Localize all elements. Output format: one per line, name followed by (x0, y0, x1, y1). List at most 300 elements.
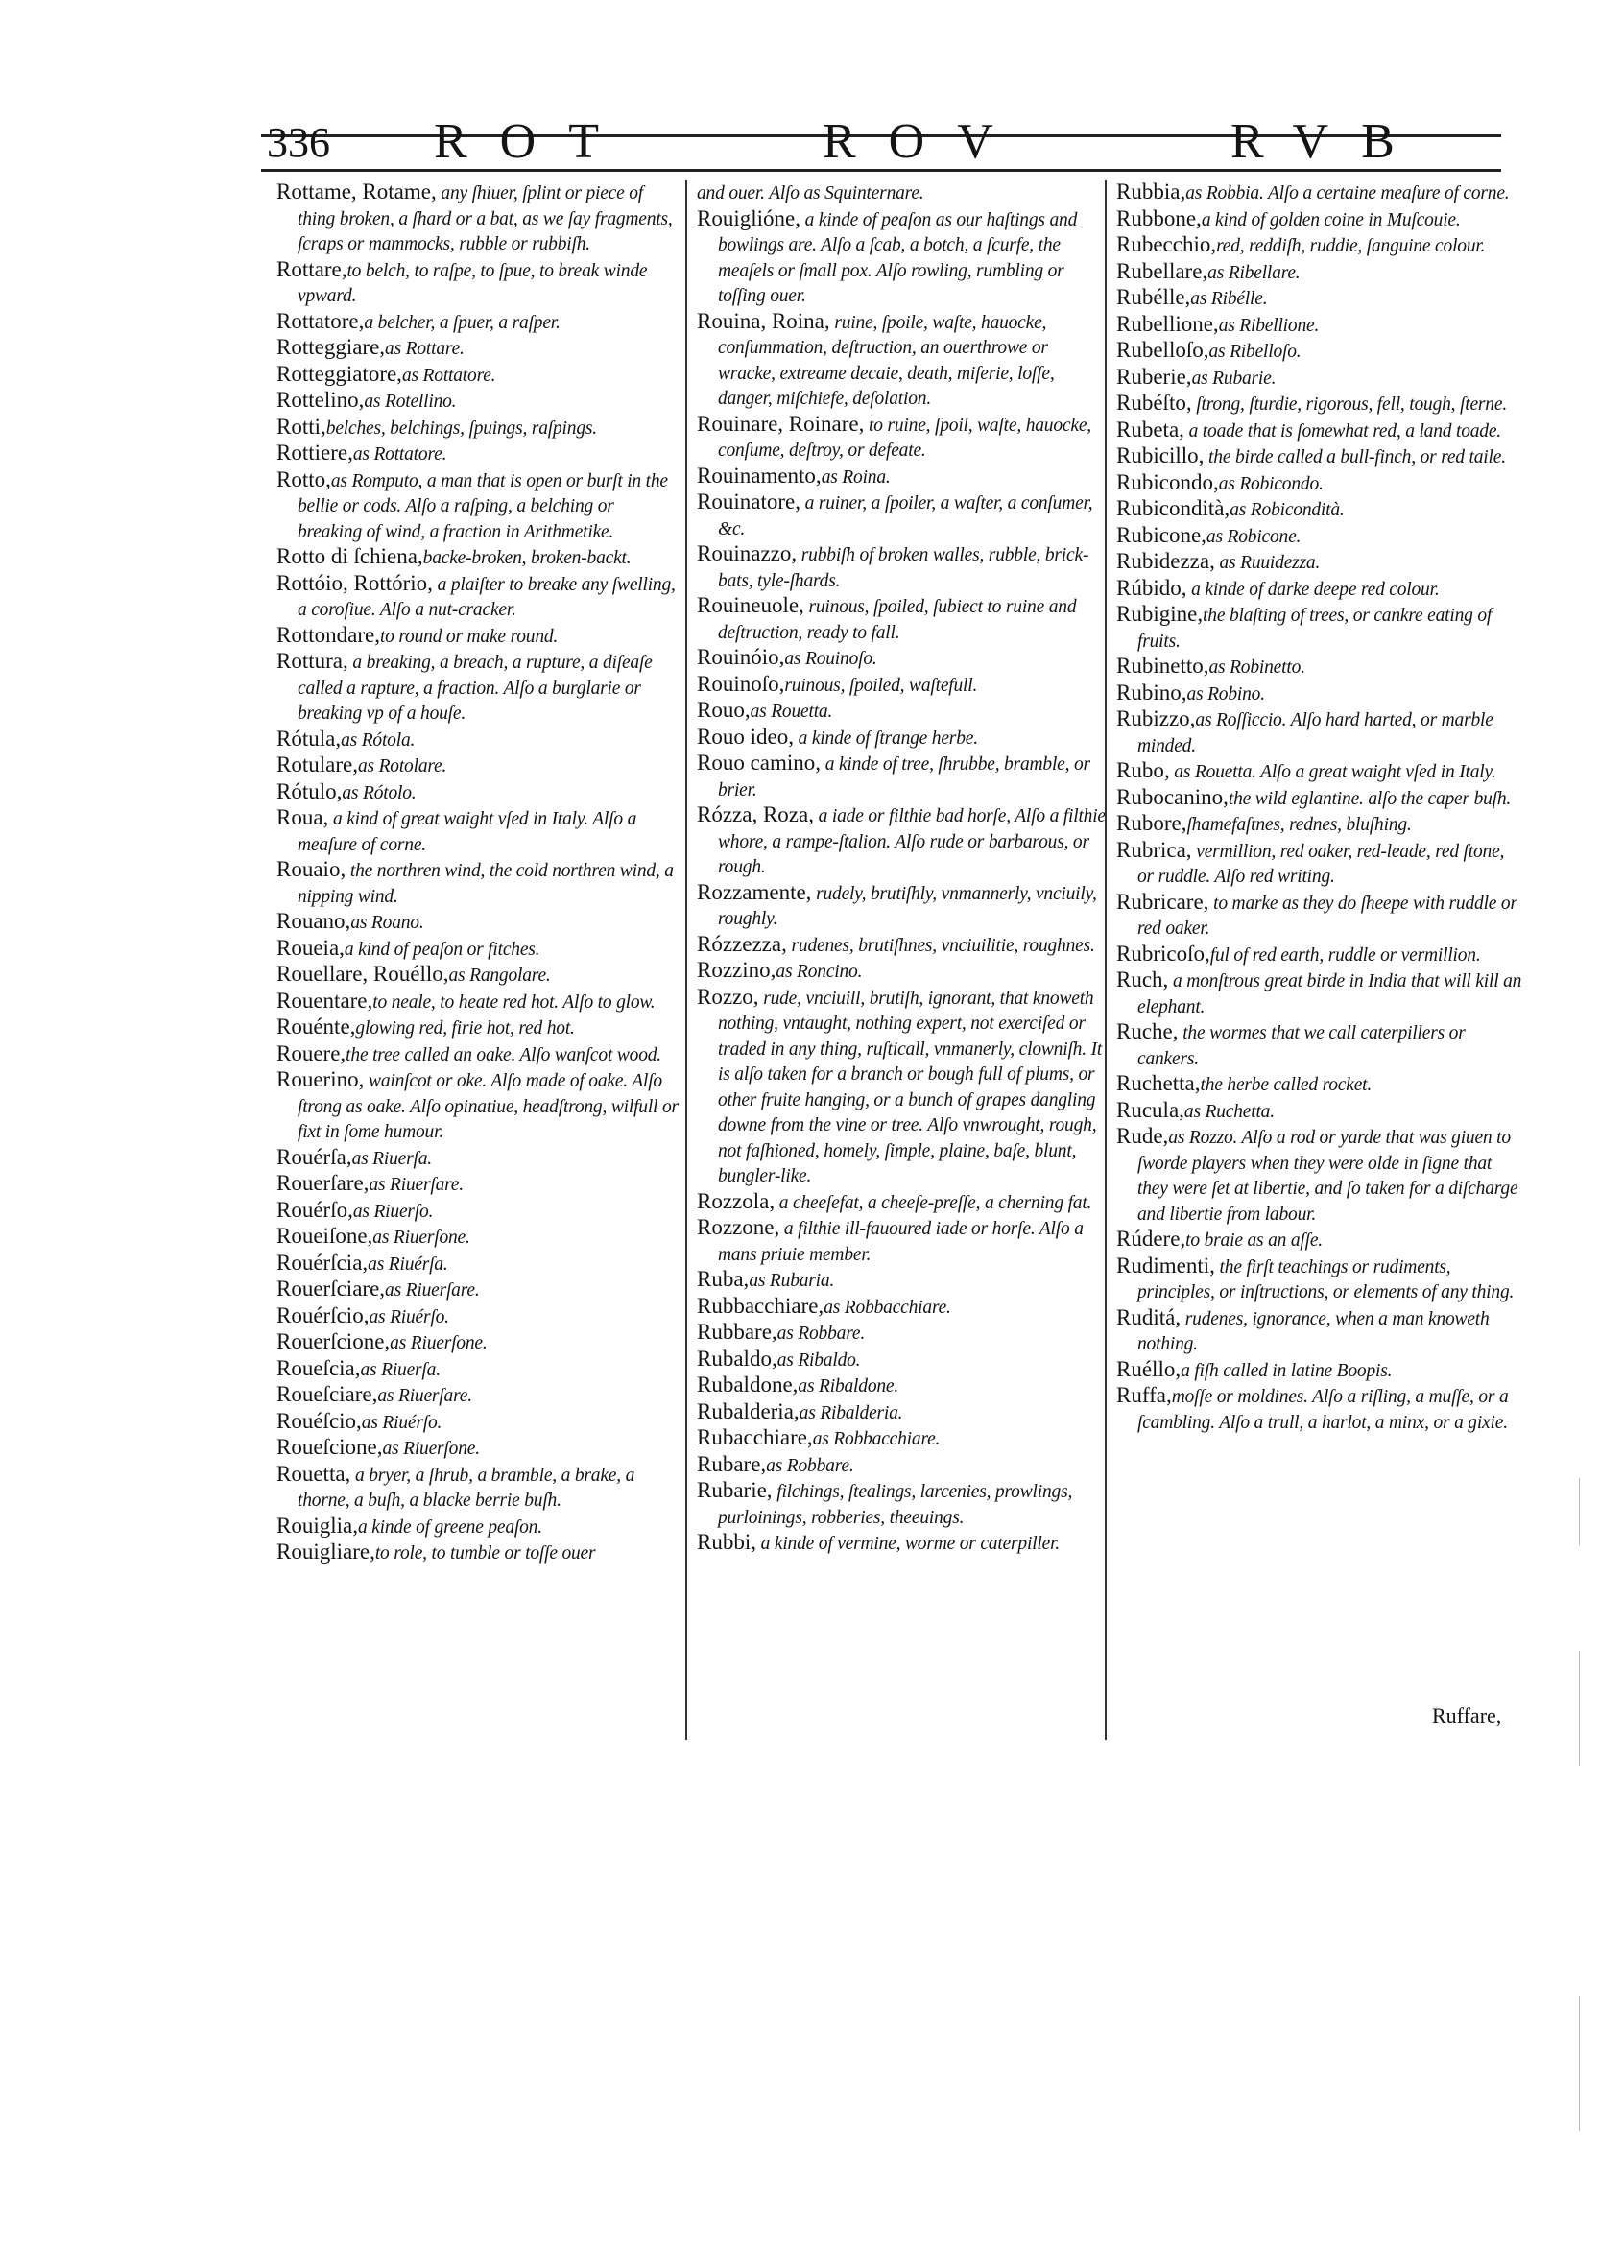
entry-headword: Rubaldo, (697, 1346, 777, 1371)
dictionary-entry (697, 646, 1108, 672)
column-middle (697, 180, 1108, 1558)
entry-headword: Roueſcia, (276, 1355, 361, 1380)
entry-definition: as Ribellione. (1218, 315, 1320, 336)
entry-definition: as Riuerſa. (360, 1359, 441, 1380)
entry-definition: ruine, ſpoile, waſte, hauocke, conſummation, deſtruction, an ouerthrowe or wracke, extreame decaie, death, miſerie, loſſe, danger, miſchiefe, deſolation. (718, 312, 1055, 409)
entry-definition: the wormes that we call caterpillers or cankers. (1137, 1023, 1466, 1069)
dictionary-entry (697, 594, 1108, 645)
entry-definition: as Rubaria. (749, 1271, 835, 1291)
entry-headword: Rubricare, (1116, 889, 1209, 914)
dictionary-entry (697, 933, 1108, 959)
dictionary-entry (276, 1199, 680, 1225)
entry-headword: Roueia, (276, 935, 345, 960)
dictionary-entry (276, 1146, 680, 1172)
dictionary-entry (1116, 839, 1524, 890)
entry-definition: a kinde of tree, ſhrubbe, bramble, or brier. (718, 754, 1090, 800)
entry-definition: as Riuerſo. (352, 1201, 434, 1222)
entry-definition: as Rótola. (341, 729, 416, 751)
entry-definition: rude, vnciuill, brutiſh, ignorant, that knoweth nothing, vntaught, nothing expert, not exerciſed or traded in any thing, ruſticall, vnmanerly, clowniſh. It is alſo taken for a branch or bough full of plums, or other fruite hanging, or a bunch of grapes dangling downe from the vine or tree. Alſo vnwrought, rough, not faſhioned, homely, ſimple, plaine, baſe, blunt, bungler-like. (718, 988, 1103, 1186)
running-head-right: RVB (1230, 114, 1427, 169)
entry-headword: Rubare, (697, 1451, 767, 1476)
entry-headword: Rouinamento, (697, 463, 822, 488)
entry-headword: Rubbi, (697, 1530, 756, 1554)
dictionary-entry (697, 1216, 1108, 1267)
dictionary-entry (276, 258, 680, 309)
entry-definition: as Riuerſa. (351, 1148, 432, 1169)
column-right (1116, 180, 1524, 1436)
dictionary-entry (276, 1463, 680, 1514)
entry-definition: a iade or filthie bad horſe, Alſo a filthie whore, a rampe-ſtalion. Alſo rude or barbarous, or rough. (718, 806, 1106, 877)
entry-definition: as Ribélle. (1190, 289, 1268, 309)
dictionary-entry (1116, 1254, 1524, 1305)
entry-headword: Rubacchiare, (697, 1425, 813, 1449)
entry-definition: as Robbacchiare. (812, 1429, 941, 1449)
entry-headword: Rubaldone, (697, 1373, 799, 1397)
running-head-center: ROV (823, 114, 1026, 169)
entry-headword: Ruéllo, (1116, 1356, 1182, 1381)
entry-headword: Rottelino, (276, 388, 365, 412)
entry-headword: Rouerino, (276, 1067, 365, 1091)
dictionary-entry (276, 1277, 680, 1303)
dictionary-entry (1116, 1125, 1524, 1227)
entry-definition: vermillion, red oaker, red-leade, red ſtone, or ruddle. Alſo red writing. (1137, 841, 1505, 887)
entry-definition: as Riuérſa. (368, 1253, 448, 1275)
entry-definition: rudely, brutiſhly, vnmannerly, vnciuily, roughly. (718, 883, 1097, 929)
dictionary-entry (1116, 1072, 1524, 1098)
entry-definition: to marke as they do ſheepe with ruddle or red oaker. (1137, 893, 1517, 939)
entry-definition: a kind of peaſon or fitches. (344, 939, 540, 960)
entry-definition: as Roano. (350, 913, 424, 933)
dictionary-entry (276, 806, 680, 857)
dictionary-entry (697, 1373, 1108, 1399)
entry-headword: Rottare, (276, 256, 347, 281)
dictionary-entry (1116, 233, 1524, 259)
entry-headword: Rouérſo, (276, 1197, 353, 1222)
entry-definition: as Robbacchiare. (824, 1297, 951, 1318)
scan-mark (1579, 1651, 1580, 1766)
entry-headword: Rubicone, (1116, 522, 1206, 547)
entry-definition: as Ribelloſo. (1208, 342, 1302, 362)
entry-headword: Rouo ideo, (697, 724, 794, 749)
entry-headword: Rucula, (1116, 1097, 1184, 1122)
entry-headword: Rouerſare, (276, 1171, 370, 1195)
entry-definition: to neale, to heate red hot. Alſo to glow. (372, 991, 656, 1013)
dictionary-entry (697, 1426, 1108, 1452)
entry-headword: Ruche, (1116, 1019, 1179, 1043)
entry-headword: Roueiſone, (276, 1224, 373, 1248)
entry-headword: Rubalderia, (697, 1398, 800, 1423)
dictionary-entry (276, 1410, 680, 1436)
entry-headword: Rouano, (276, 909, 351, 933)
entry-definition: ſtrong, ſturdie, rigorous, fell, tough, ſterne. (1191, 394, 1507, 415)
dictionary-entry (276, 728, 680, 753)
entry-definition: red, reddiſh, ruddie, ſanguine colour. (1216, 236, 1486, 256)
entry-definition: as Ruchetta. (1183, 1101, 1275, 1122)
dictionary-entry (1116, 471, 1524, 497)
dictionary-entry (697, 1190, 1108, 1216)
dictionary-entry (276, 468, 680, 545)
dictionary-entry (276, 1225, 680, 1251)
entry-definition: as Robbia. Alſo a certaine meaſure of corne. (1185, 183, 1510, 203)
dictionary-entry (1116, 313, 1524, 339)
entry-definition: as Riuerſare. (377, 1386, 472, 1406)
dictionary-entry (1116, 1099, 1524, 1125)
entry-definition: as Roina. (821, 466, 891, 488)
dictionary-entry (276, 442, 680, 467)
entry-definition: a ruiner, a ſpoiler, a waſter, a conſumer, &c. (718, 493, 1093, 539)
entry-headword: Rouinóio, (697, 645, 785, 669)
entry-headword: Ruditá, (1116, 1304, 1182, 1329)
entry-headword: Rubrica, (1116, 837, 1192, 862)
entry-headword: Rozzone, (697, 1215, 780, 1239)
entry-definition: wainſcot or oke. Alſo made of oake. Alſo ſtrong as oake. Alſo opinatiue, headſtrong, wilfull or fixt in ſome humour. (298, 1071, 679, 1142)
entry-headword: Rouina, Roina, (697, 308, 830, 333)
entry-definition: a monſtrous great birde in India that will kill an elephant. (1137, 971, 1522, 1017)
entry-definition: ruinous, ſpoiled, waſtefull. (784, 675, 978, 696)
entry-definition: to braie as an aſſe. (1185, 1230, 1323, 1251)
entry-definition: the herbe called rocket. (1200, 1075, 1373, 1095)
entry-definition: any ſhiuer, ſplint or piece of thing broken, a ſhard or a bat, as we ſay fragments, ſcraps or mammocks, rubble or rubbiſh. (298, 183, 673, 254)
entry-headword: Rouigliare, (276, 1540, 375, 1564)
entry-definition: a cheeſefat, a cheeſe-preſſe, a cherning fat. (775, 1192, 1092, 1213)
dictionary-entry (1116, 968, 1524, 1019)
entry-definition: a filthie ill-fauoured iade or horſe. Alſo a mans priuie member. (718, 1219, 1084, 1265)
entry-definition: as Rottare. (385, 339, 465, 359)
entry-definition: as Robino. (1186, 683, 1265, 704)
dictionary-entry (697, 803, 1108, 880)
entry-definition: as Riuerſone. (372, 1228, 470, 1248)
entry-definition: as Robinetto. (1208, 657, 1305, 678)
entry-definition: the birde called a bull-finch, or red taile. (1204, 447, 1506, 467)
dictionary-entry (276, 990, 680, 1015)
entry-definition: a bryer, a ſhrub, a bramble, a brake, a thorne, a buſh, a blacke berrie buſh. (298, 1465, 635, 1511)
entry-definition: a kind of great waight vſed in Italy. Alſo a meaſure of corne. (298, 809, 637, 855)
dictionary-entry (1116, 260, 1524, 286)
dictionary-entry (1116, 180, 1524, 206)
dictionary-entry (697, 752, 1108, 802)
entry-definition: as Romputo, a man that is open or burſt in the bellie or cods. Alſo a raſping, a belching or breaking of wind, a fraction in Arithmetike. (298, 470, 668, 542)
running-head-left: ROT (434, 114, 632, 169)
entry-definition: backe-broken, broken-backt. (422, 548, 632, 568)
dictionary-entry (276, 363, 680, 389)
entry-headword: Rubocanino, (1116, 784, 1229, 809)
dictionary-entry (1116, 444, 1524, 470)
entry-headword: Rotulare, (276, 752, 358, 776)
entry-definition: as Rangolare. (448, 966, 551, 986)
dictionary-entry (1116, 1306, 1524, 1357)
page-number: 336 (267, 119, 330, 166)
entry-headword: Ruba, (697, 1267, 750, 1291)
entry-definition: the wild eglantine. alſo the caper buſh. (1228, 788, 1512, 809)
dictionary-entry (1116, 655, 1524, 680)
entry-headword: Rouinoſo, (697, 671, 785, 696)
dictionary-entry (697, 542, 1108, 593)
dictionary-entry (276, 753, 680, 779)
entry-definition: to ruine, ſpoil, waſte, hauocke, conſume, deſtroy, or defeate. (718, 415, 1091, 461)
entry-headword: Ruffa, (1116, 1383, 1172, 1407)
entry-definition: and ouer. Alſo as Squinternare. (697, 183, 924, 203)
entry-definition: the northren wind, the cold northren wind, a nipping wind. (298, 861, 674, 907)
entry-headword: Rouentare, (276, 988, 373, 1013)
dictionary-entry (276, 1304, 680, 1330)
dictionary-entry (276, 1436, 680, 1462)
entry-definition: as Ruuidezza. (1214, 553, 1321, 573)
entry-definition: a kind of golden coine in Muſcouie. (1201, 209, 1461, 230)
dictionary-entry (697, 959, 1108, 985)
entry-definition: as Rotellino. (364, 392, 457, 412)
dictionary-entry (697, 986, 1108, 1189)
dictionary-entry (697, 413, 1108, 464)
entry-definition: rubbiſh of broken walles, rubble, brick-bats, tyle-ſhards. (718, 545, 1089, 591)
entry-headword: Rozzo, (697, 984, 759, 1009)
dictionary-entry (276, 1357, 680, 1383)
entry-definition: as Roncino. (776, 962, 863, 982)
entry-headword: Roua, (276, 805, 329, 829)
dictionary-entry (1116, 366, 1524, 392)
column-divider (685, 180, 687, 1740)
entry-definition: to role, to tumble or toſſe ouer (374, 1543, 596, 1564)
dictionary-entry (276, 1252, 680, 1277)
dictionary-entry (276, 1383, 680, 1409)
entry-headword: Rouérſa, (276, 1144, 352, 1169)
entry-headword: Rotto, (276, 466, 331, 491)
dictionary-entry (1116, 1358, 1524, 1384)
dictionary-entry (276, 1330, 680, 1356)
entry-headword: Rouinazzo, (697, 541, 798, 565)
entry-definition: a plaiſter to breake any ſwelling, a coroſiue. Alſo a nut-cracker. (298, 574, 676, 620)
scan-mark (1579, 1996, 1580, 2131)
entry-headword: Ruchetta, (1116, 1071, 1201, 1095)
entry-headword: Rótulo, (276, 778, 343, 803)
dictionary-entry (276, 937, 680, 963)
entry-definition: the firſt teachings or rudiments, principles, or inſtructions, or elements of any thing. (1137, 1256, 1515, 1302)
dictionary-entry (1116, 681, 1524, 707)
entry-headword: Rottura, (276, 649, 348, 673)
entry-headword: Rouetta, (276, 1461, 351, 1486)
dictionary-entry (1116, 577, 1524, 603)
entry-definition: glowing red, firie hot, red hot. (355, 1018, 575, 1039)
entry-headword: Rubarie, (697, 1478, 773, 1502)
entry-definition: a belcher, a ſpuer, a raſper. (364, 312, 561, 333)
entry-definition: a fiſh called in latine Boopis. (1181, 1360, 1393, 1381)
entry-definition: a kinde of darke deepe red colour. (1186, 579, 1440, 600)
entry-headword: Rouénte, (276, 1015, 356, 1039)
entry-definition: as Robicondo. (1218, 473, 1324, 494)
entry-definition: a kinde of ſtrange herbe. (793, 728, 978, 749)
entry-headword: Rottame, Rotame, (276, 179, 437, 203)
dictionary-entry (697, 180, 1108, 206)
entry-definition: as Rozzo. Alſo a rod or yarde that was giuen to ſworde players when they were olde in ſigne that they were ſet at libertie, and ſo taken for a diſcharge and libertie from labour. (1137, 1128, 1518, 1225)
entry-definition: as Rouetta. (750, 702, 833, 722)
entry-definition: as Roſſiccio. Alſo hard harted, or marble minded. (1137, 710, 1493, 756)
entry-headword: Rotteggiare, (276, 335, 386, 359)
entry-headword: Rubicillo, (1116, 443, 1205, 467)
dictionary-entry (276, 780, 680, 806)
entry-definition: as Rouetta. Alſo a great waight vſed in Italy. (1169, 762, 1496, 782)
entry-headword: Rubicondo, (1116, 469, 1219, 494)
entry-definition: as Rottatore. (352, 444, 447, 465)
entry-definition: as Robbare. (766, 1455, 854, 1476)
entry-headword: Rubigine, (1116, 602, 1204, 626)
entry-definition: moſſe or moldines. Alſo a riſling, a muſſe, or a ſcambling. Alſo a trull, a harlot, a minx, or a gixie. (1137, 1387, 1509, 1433)
entry-definition: the tree called an oake. Alſo wanſcot wood. (346, 1044, 661, 1065)
dictionary-entry (697, 1400, 1108, 1426)
entry-definition: a kinde of peaſon as our haſtings and bowlings are. Alſo a ſcab, a botch, a ſcurfe, the meaſels or ſmall pox. Alſo rowling, rumbling or toſſing ouer. (718, 209, 1078, 306)
entry-definition: as Robicone. (1206, 526, 1302, 547)
dictionary-entry (276, 416, 680, 442)
dictionary-entry (276, 624, 680, 650)
catchword: Ruffare, (1432, 1704, 1502, 1728)
entry-headword: Rubelloſo, (1116, 338, 1209, 362)
entry-headword: Rouinatore, (697, 489, 800, 513)
dictionary-entry (276, 963, 680, 989)
entry-headword: Rubidezza, (1116, 549, 1215, 573)
entry-definition: a kinde of vermine, worme or caterpiller. (755, 1534, 1060, 1554)
entry-headword: Rouérſcia, (276, 1250, 369, 1275)
dictionary-entry (276, 1540, 680, 1566)
entry-headword: Rouerſcione, (276, 1329, 391, 1353)
dictionary-entry (276, 545, 680, 571)
dictionary-entry (1116, 759, 1524, 785)
entry-headword: Rudimenti, (1116, 1253, 1215, 1277)
dictionary-entry (697, 1295, 1108, 1321)
entry-headword: Rubinetto, (1116, 654, 1209, 678)
entry-headword: Rotto di ſchiena, (276, 544, 423, 568)
entry-headword: Rouo camino, (697, 751, 822, 775)
entry-definition: ruinous, ſpoiled, ſubiect to ruine and deſtruction, ready to fall. (718, 597, 1077, 643)
entry-definition: as Riuérſo. (361, 1412, 442, 1433)
entry-headword: Rouellare, Rouéllo, (276, 962, 449, 986)
entry-definition: to round or make round. (379, 626, 559, 647)
dictionary-entry (276, 572, 680, 623)
entry-headword: Rubecchio, (1116, 232, 1217, 256)
entry-headword: Ruch, (1116, 967, 1169, 991)
entry-headword: Rubbare, (697, 1320, 777, 1344)
entry-headword: Rouinare, Roinare, (697, 411, 865, 436)
dictionary-entry (697, 699, 1108, 725)
entry-headword: Rouaio, (276, 857, 346, 881)
entry-headword: Rozzamente, (697, 879, 812, 904)
entry-definition: belches, belchings, ſpuings, raſpings. (325, 418, 597, 439)
entry-definition: as Robicondità. (1230, 500, 1345, 520)
dictionary-entry (1116, 418, 1524, 444)
dictionary-entry (697, 1348, 1108, 1373)
dictionary-entry (1116, 286, 1524, 312)
entry-headword: Rubbia, (1116, 179, 1186, 203)
entry-definition: as Robbare. (776, 1324, 865, 1344)
entry-headword: Rubino, (1116, 680, 1187, 704)
entry-headword: Rottatore, (276, 308, 365, 333)
dictionary-entry (697, 310, 1108, 412)
dictionary-entry (1116, 786, 1524, 812)
entry-definition: as Rottatore. (401, 365, 496, 386)
entry-headword: Rubéſto, (1116, 391, 1192, 415)
entry-definition: the blaſting of trees, or cankre eating of fruits. (1137, 606, 1493, 652)
dictionary-entry (1116, 1228, 1524, 1253)
column-left (276, 180, 680, 1567)
dictionary-entry (697, 1479, 1108, 1530)
dictionary-entry (1116, 812, 1524, 838)
entry-headword: Rude, (1116, 1124, 1169, 1148)
dictionary-entry (1116, 550, 1524, 576)
entry-definition: ful of red earth, ruddle or vermillion. (1209, 944, 1481, 966)
entry-headword: Rouineuole, (697, 593, 804, 617)
entry-definition: filchings, ſtealings, larcenies, prowlings, purloinings, robberies, theeuings. (718, 1482, 1073, 1528)
entry-headword: Rubicondità, (1116, 496, 1230, 520)
entry-headword: Rottiere, (276, 441, 353, 465)
dictionary-entry (276, 910, 680, 936)
page-header (261, 113, 1501, 171)
dictionary-entry (276, 1172, 680, 1198)
entry-headword: Rouere, (276, 1040, 346, 1065)
dictionary-entry (1116, 339, 1524, 365)
entry-headword: Rubo, (1116, 758, 1170, 782)
entry-definition: as Rotolare. (357, 756, 447, 776)
entry-headword: Rózzezza, (697, 931, 787, 956)
dictionary-entry (1116, 524, 1524, 550)
entry-headword: Ruberie, (1116, 364, 1192, 389)
dictionary-entry (276, 1042, 680, 1068)
entry-headword: Rottóio, Rottório, (276, 570, 433, 595)
entry-headword: Rubeta, (1116, 417, 1184, 442)
dictionary-entry (1116, 707, 1524, 758)
dictionary-entry (276, 1068, 680, 1145)
entry-definition: as Riuerſare. (385, 1280, 480, 1301)
entry-definition: as Riuerſone. (382, 1439, 480, 1459)
entry-headword: Rózza, Roza, (697, 802, 814, 826)
dictionary-entry (1116, 1020, 1524, 1071)
entry-definition: as Riuerſone. (390, 1333, 488, 1353)
dictionary-entry (697, 207, 1108, 309)
dictionary-entry (697, 1531, 1108, 1557)
entry-headword: Roueſcione, (276, 1435, 383, 1459)
entry-headword: Rozzino, (697, 958, 776, 982)
dictionary-entry (1116, 603, 1524, 654)
entry-headword: Rouiglióne, (697, 205, 800, 230)
entry-headword: Rótula, (276, 726, 342, 751)
entry-headword: Rubellare, (1116, 258, 1208, 283)
entry-headword: Rouéſcio, (276, 1408, 362, 1433)
dictionary-entry (1116, 943, 1524, 968)
entry-definition: ſhamefaſtnes, rednes, bluſhing. (1186, 815, 1412, 835)
entry-definition: rudenes, ignorance, when a man knoweth nothing. (1137, 1308, 1490, 1354)
dictionary-entry (1116, 392, 1524, 418)
dictionary-entry (276, 336, 680, 362)
entry-definition: a kinde of greene peaſon. (357, 1516, 542, 1538)
dictionary-entry (1116, 1384, 1524, 1435)
entry-headword: Rubricoſo, (1116, 941, 1210, 966)
entry-headword: Rouérſcio, (276, 1302, 370, 1327)
dictionary-entry (1116, 497, 1524, 523)
dictionary-entry (276, 389, 680, 415)
entry-definition: as Ribaldone. (798, 1376, 899, 1397)
dictionary-entry (276, 1515, 680, 1540)
entry-definition: as Ribellare. (1207, 262, 1301, 283)
entry-definition: a breaking, a breach, a rupture, a diſeaſe called a rapture, a fraction. Alſo a burglarie or breaking vp of a houſe. (298, 653, 653, 724)
dictionary-entry (697, 490, 1108, 541)
dictionary-entry (697, 673, 1108, 699)
dictionary-entry (276, 858, 680, 909)
dictionary-entry (697, 881, 1108, 932)
entry-headword: Rubellione, (1116, 311, 1219, 336)
entry-headword: Rouerſciare, (276, 1277, 386, 1301)
entry-headword: Rotti, (276, 414, 326, 439)
dictionary-entry (276, 1015, 680, 1041)
dictionary-entry (697, 465, 1108, 490)
entry-definition: as Riuerſare. (369, 1175, 464, 1195)
entry-definition: as Riuérſo. (369, 1306, 449, 1327)
dictionary-entry (697, 1268, 1108, 1294)
